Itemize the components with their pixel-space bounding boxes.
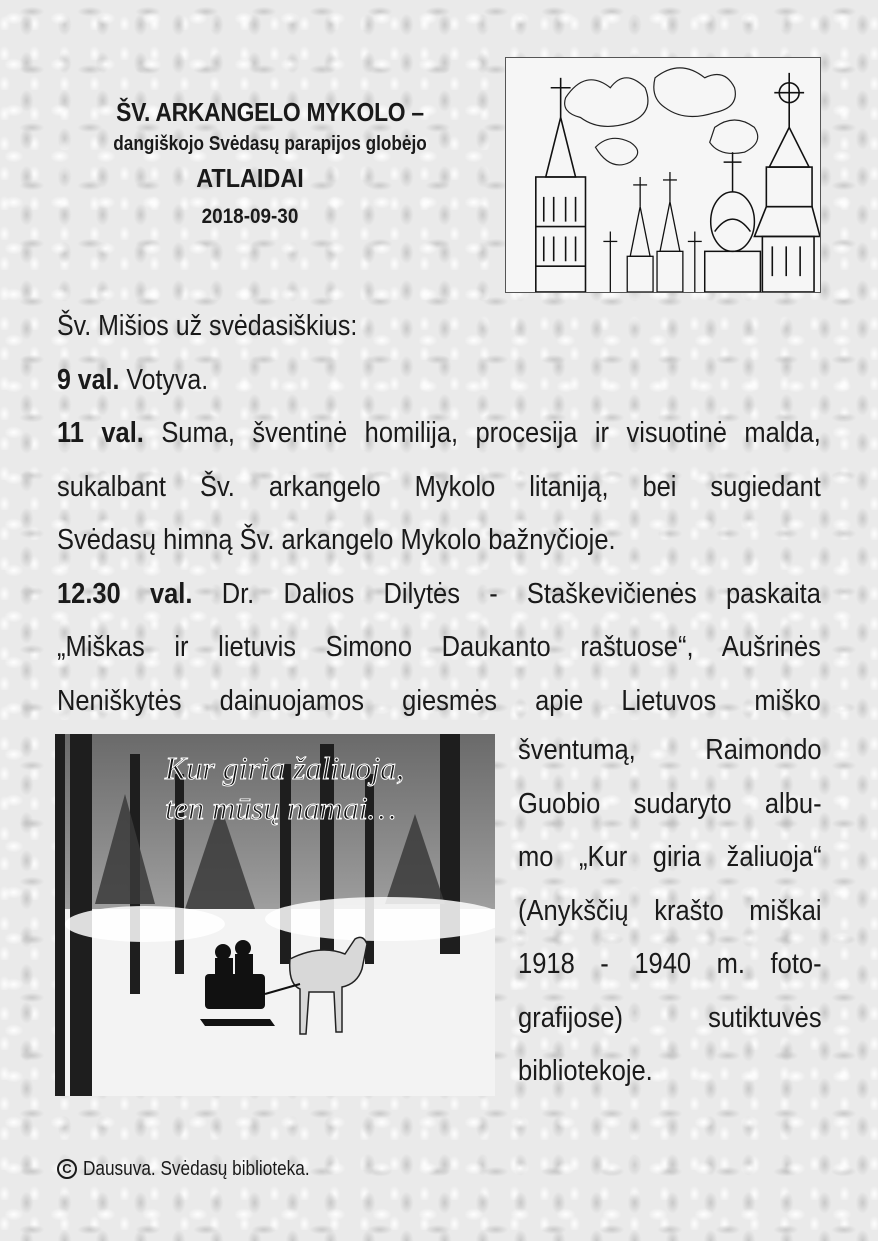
church-drawing	[505, 57, 821, 293]
schedule-time-9: 9 val.	[57, 363, 120, 396]
poster-date: 2018-09-30	[201, 205, 299, 228]
side-line-6: grafijose) sutiktuvės	[518, 1001, 822, 1034]
schedule-item-1230	[57, 568, 821, 729]
side-line-7: bibliotekoje.	[518, 1055, 653, 1087]
schedule-item-11	[57, 407, 821, 568]
side-line-1: šventumą, Raimondo	[518, 734, 822, 766]
event-description-continued	[518, 724, 822, 1099]
side-line-4: (Anykščių krašto miškai	[518, 894, 822, 927]
side-line-2: Guobio sudaryto albu-	[518, 787, 822, 820]
photo-caption-line1: Kur giria žaliuoja,	[165, 750, 405, 786]
poster-header	[50, 95, 490, 237]
poster-subtitle: dangiškojo Svėdasų parapijos globėjo	[113, 133, 427, 155]
mass-intro: Šv. Mišios už svėdasiškius:	[57, 310, 358, 342]
photo-caption-line2: ten mūsų namai…	[165, 790, 397, 826]
side-line-3: mo „Kur giria žaliuoja“	[518, 841, 822, 873]
poster-title: ŠV. ARKANGELO MYKOLO –	[116, 97, 424, 127]
schedule-text-11-line3: Svėdasų himną Šv. arkangelo Mykolo bažnyčioje.	[57, 524, 616, 556]
poster-event: ATLAIDAI	[196, 163, 304, 193]
footer-credit	[57, 1155, 347, 1183]
schedule-text-11-line1: Suma, šventinė homilija, procesija ir visuotinė malda,	[161, 417, 821, 449]
schedule-item-9	[57, 354, 821, 408]
copyright-icon: C	[57, 1159, 77, 1179]
side-line-5: 1918 - 1940 m. foto-	[518, 948, 822, 980]
schedule-time-1230: 12.30 val.	[57, 577, 193, 610]
poster-body	[57, 300, 821, 728]
forest-sleigh-photo	[55, 734, 495, 1096]
footer-text: Dausuva. Svėdasų biblioteka.	[83, 1158, 310, 1180]
schedule-text-1230-line1: Dr. Dalios Dilytės - Staškevičienės paskaita	[221, 577, 821, 610]
schedule-text-1230-line2: „Miškas ir lietuvis Simono Daukanto raštuose“, Aušrinės	[57, 631, 821, 663]
schedule-text-9: Votyva.	[126, 363, 209, 396]
schedule-text-1230-line3: Neniškytės dainuojamos giesmės apie Lietuvos miško	[57, 684, 821, 717]
schedule-text-11-line2: sukalbant Šv. arkangelo Mykolo litaniją, bei sugiedant	[57, 470, 821, 503]
schedule-time-11: 11 val.	[57, 417, 144, 449]
